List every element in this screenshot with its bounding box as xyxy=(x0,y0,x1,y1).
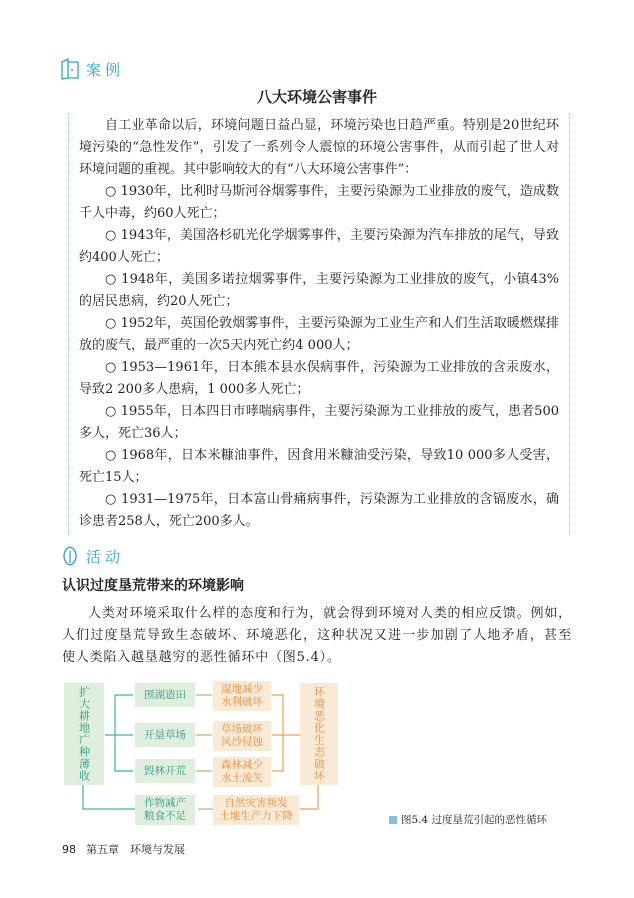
environment-degradation-box: 环境恶化生态破坏 xyxy=(300,683,338,785)
bullet-icon: ○ xyxy=(105,492,122,507)
bullet-icon: ○ xyxy=(105,272,122,287)
figure-5-4 xyxy=(62,679,572,829)
page-number: 98 xyxy=(62,843,76,856)
case-header-label: 案例 xyxy=(86,60,125,79)
activity-text: 人类对环境采取什么样的态度和行为，就会得到环境对人类的相应反馈。例如，人们过度垦荒导致生态破坏、环境恶化，这种状况又进一步加剧了人地矛盾，甚至使人类陷入越垦越穷的恶性循环中（图5.4）。 xyxy=(62,606,572,665)
event-item xyxy=(79,225,559,269)
effect-box: 森林减少 水土流失 xyxy=(213,757,271,787)
figure-caption xyxy=(389,812,547,827)
event-text: 1931—1975年，日本富山骨痛病事件，污染源为工业排放的含镉废水，确诊患者258人，死亡200多人。 xyxy=(79,492,559,529)
bullet-icon: ○ xyxy=(105,448,122,463)
bullet-icon: ○ xyxy=(105,228,121,243)
effect-box: 草场破坏 风沙侵蚀 xyxy=(213,721,271,751)
event-text: 1943年，美国洛杉矶光化学烟雾事件，主要污染源为汽车排放的尾气，导致约400人死亡； xyxy=(79,228,559,265)
event-text: 1953—1961年，日本熊本县水俣病事件，污染源为工业排放的含汞废水，导致2 200多人患病，1 000多人死亡； xyxy=(79,360,559,397)
bullet-icon: ○ xyxy=(105,404,121,419)
event-text: 1930年，比利时马斯河谷烟雾事件，主要污染源为工业排放的废气，造成数千人中毒，约60人死亡； xyxy=(79,184,559,221)
event-text: 1952年，英国伦敦烟雾事件，主要污染源为工业生产和人们生活取暖燃煤排放的废气，最严重的一次5天内死亡约4 000人； xyxy=(79,316,559,353)
case-header xyxy=(60,58,572,80)
effect-box: 湿地减少 水利破坏 xyxy=(213,681,271,711)
intro-paragraph: 自工业革命以后，环境问题日益凸显，环境污染也日趋严重。特别是20世纪环境污染的“急性发作”，引发了一系列令人震惊的环境公害事件，从而引起了世人对环境问题的重视。其中影响较大的有“八大环境公害事件”： xyxy=(79,118,559,177)
bullet-icon: ○ xyxy=(105,184,121,199)
event-list xyxy=(79,181,559,533)
event-text: 1948年，美国多诺拉烟雾事件，主要污染源为工业排放的废气，小镇43%的居民患病，约20人死亡； xyxy=(79,272,559,309)
action-box: 围湖造田 xyxy=(135,683,195,707)
expand-farmland-box: 扩大耕地广种薄收 xyxy=(64,683,104,785)
event-item xyxy=(79,357,559,401)
action-box: 开垦草场 xyxy=(135,723,195,747)
activity-header xyxy=(60,545,572,567)
caption-text: 图5.4 过度垦荒引起的恶性循环 xyxy=(401,814,548,826)
bullet-icon: ○ xyxy=(105,316,121,331)
event-item xyxy=(79,269,559,313)
event-item xyxy=(79,489,559,533)
case-box xyxy=(68,113,570,535)
case-title: 八大环境公害事件 xyxy=(256,88,377,106)
event-item xyxy=(79,313,559,357)
caption-marker-icon xyxy=(389,816,397,824)
activity-title: 认识过度垦荒带来的环境影响 xyxy=(62,578,244,594)
action-box: 毁林开荒 xyxy=(135,759,195,783)
activity-paragraph xyxy=(62,603,572,669)
event-text: 1955年，日本四日市哮喘病事件，主要污染源为工业排放的废气，患者500多人，死亡36人； xyxy=(79,404,559,441)
activity-icon xyxy=(60,545,80,567)
bullet-icon: ○ xyxy=(105,360,122,375)
disaster-box: 自然灾害频发 土地生产力下降 xyxy=(213,795,299,825)
event-item xyxy=(79,401,559,445)
event-item xyxy=(79,445,559,489)
chapter-title: 第五章 环境与发展 xyxy=(86,843,185,856)
crop-reduction-box: 作物减产 粮食不足 xyxy=(135,795,195,825)
event-item xyxy=(79,181,559,225)
page-footer xyxy=(62,841,572,857)
book-icon xyxy=(60,58,80,80)
activity-header-label: 活动 xyxy=(86,547,125,566)
event-text: 1968年，日本米糠油事件，因食用米糠油受污染，导致10 000多人受害，死亡15人； xyxy=(79,448,559,485)
